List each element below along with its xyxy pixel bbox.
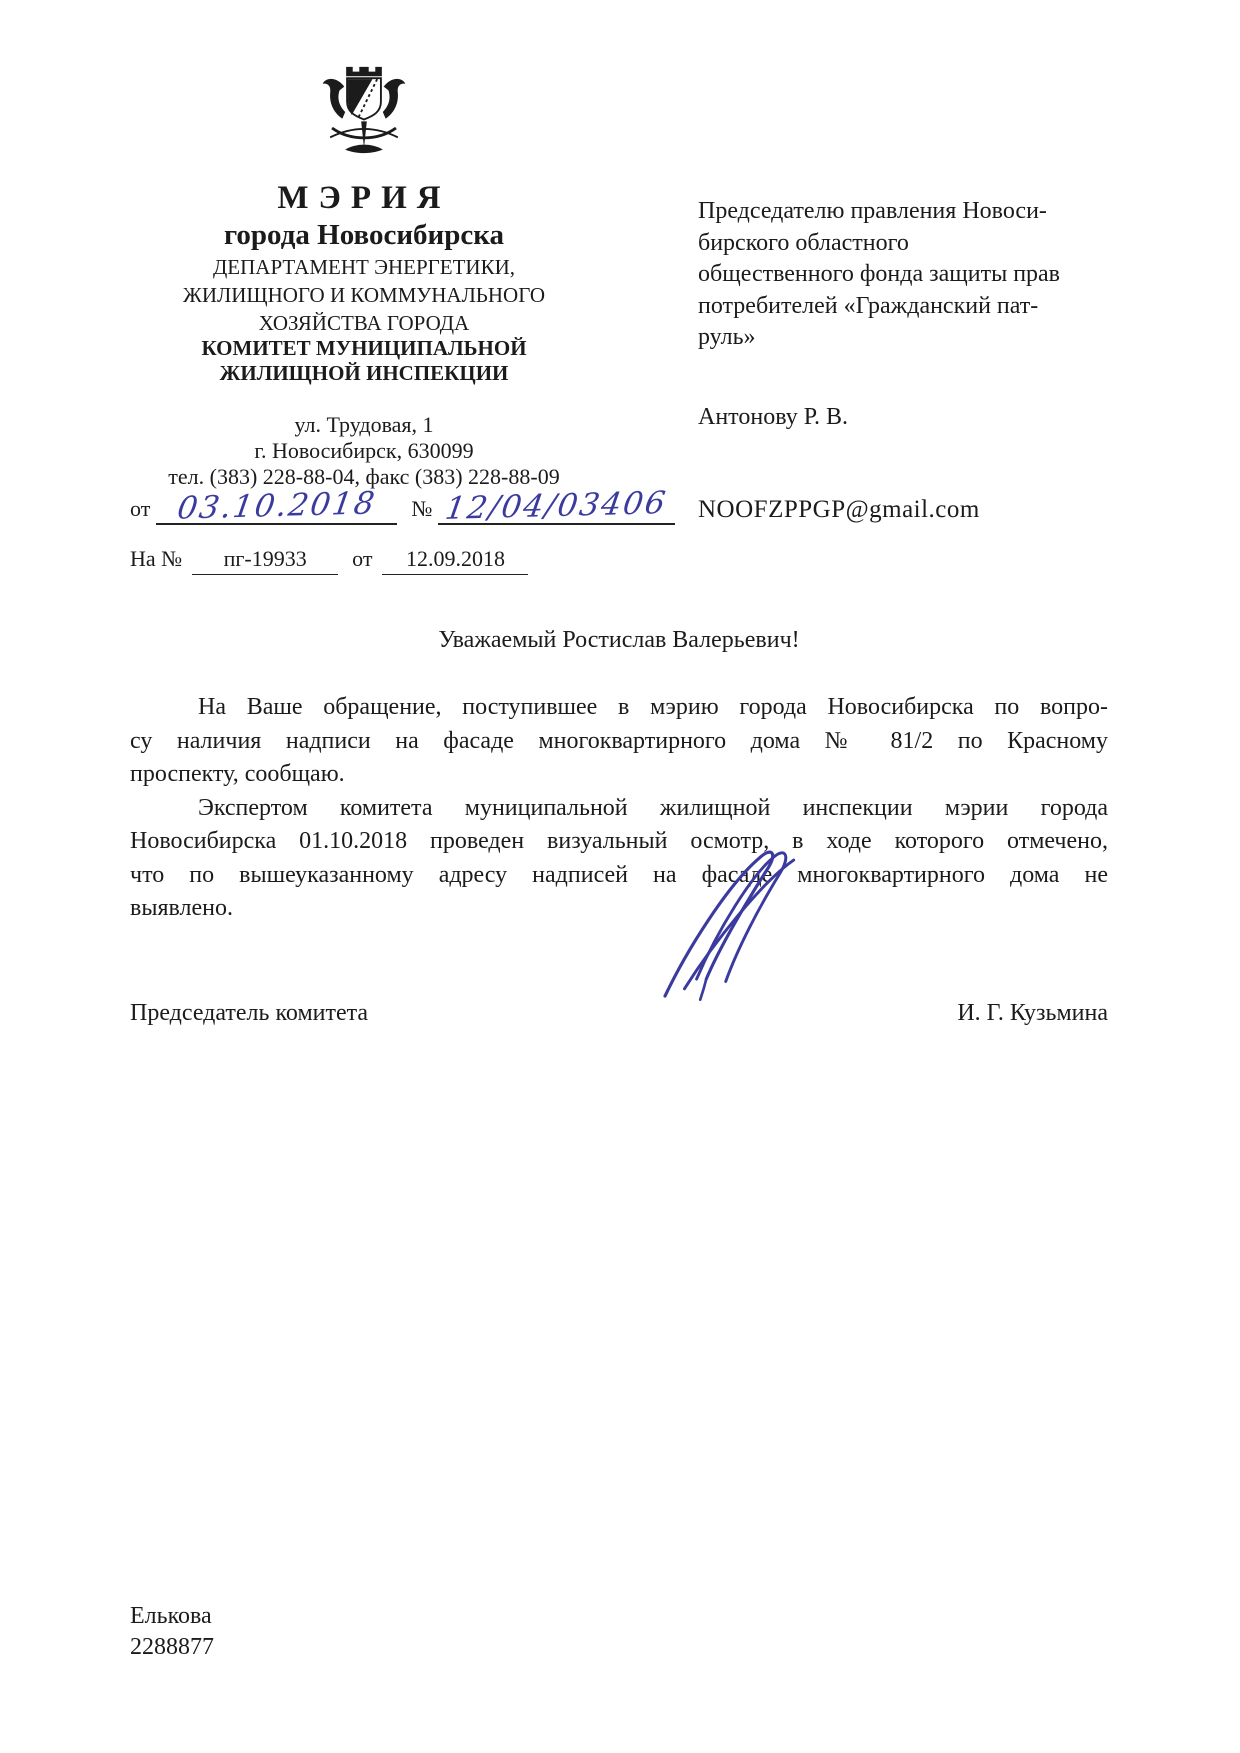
- letter-body: [130, 691, 1108, 926]
- address-city: г. Новосибирск, 630099: [254, 438, 474, 463]
- incoming-reference-row: [130, 546, 528, 575]
- executor-phone: 2288877: [130, 1634, 214, 1660]
- address-phone: тел. (383) 228-88-04, факс (383) 228-88-09: [168, 464, 560, 489]
- signer-name: И. Г. Кузьмина: [957, 1000, 1108, 1026]
- body-line: что по вышеуказанному адресу надписей на фасаде многоквартирного дома не: [130, 861, 1108, 888]
- executor-block: [130, 1601, 214, 1663]
- department-line-3: ХОЗЯЙСТВА ГОРОДА: [258, 311, 470, 335]
- addressee-email: NOOFZPPGP@gmail.com: [698, 496, 980, 523]
- handwritten-number: 12/04/03406: [443, 485, 670, 527]
- incoming-number-field: пг-19933: [192, 546, 338, 575]
- outgoing-reference-row: [130, 485, 675, 527]
- body-line: су наличия надписи на фасаде многоквартирного дома № 81/2 по Красному: [130, 727, 1108, 754]
- committee-line-2: ЖИЛИЩНОЙ ИНСПЕКЦИИ: [219, 361, 509, 385]
- addressee-line: Председателю правления Новоси-: [698, 198, 1047, 224]
- outgoing-number-field: [438, 485, 674, 527]
- addressee-line: общественного фонда защиты прав: [698, 261, 1061, 287]
- addressee-block: [698, 196, 1106, 354]
- addressee-line: потребителей «Гражданский пат-: [698, 292, 1039, 319]
- org-address: [118, 412, 610, 490]
- number-label: №: [411, 496, 433, 521]
- letterhead: [118, 62, 610, 490]
- department-line-1: ДЕПАРТАМЕНТ ЭНЕРГЕТИКИ,: [212, 255, 516, 279]
- org-city: города Новосибирска: [223, 219, 505, 251]
- body-line: проспекту, сообщаю.: [130, 761, 345, 787]
- body-line: выявлено.: [130, 895, 233, 921]
- addressee-line: бирского областного: [698, 229, 909, 256]
- handwritten-signature-icon: [648, 843, 818, 1001]
- address-street: ул. Трудовая, 1: [294, 412, 434, 437]
- handwritten-date: 03.10.2018: [174, 485, 379, 527]
- reply-label: На №: [130, 546, 183, 571]
- body-line: На Ваше обращение, поступившее в мэрию города Новосибирска по вопро-: [198, 694, 1108, 720]
- department-line-2: ЖИЛИЩНОГО И КОММУНАЛЬНОГО: [183, 283, 545, 307]
- incoming-date-field: 12.09.2018: [382, 546, 528, 575]
- addressee-line: руль»: [698, 324, 756, 350]
- salutation: Уважаемый Ростислав Валерьевич!: [438, 627, 800, 653]
- from-label: от: [130, 496, 151, 521]
- reply-from-label: от: [352, 546, 373, 571]
- outgoing-date-field: [156, 485, 397, 527]
- committee-line-1: КОМИТЕТ МУНИЦИПАЛЬНОЙ: [201, 336, 527, 360]
- addressee-name: Антонову Р. В.: [698, 404, 849, 430]
- org-name: МЭРИЯ: [277, 180, 451, 216]
- body-line: Новосибирска 01.10.2018 проведен визуальный осмотр, в ходе которого отмечено,: [130, 828, 1108, 854]
- signer-position: Председатель комитета: [130, 1000, 369, 1026]
- novosibirsk-coat-of-arms-icon: [317, 62, 411, 162]
- executor-name: Елькова: [130, 1603, 212, 1629]
- body-line: Экспертом комитета муниципальной жилищной инспекции мэрии города: [198, 794, 1108, 821]
